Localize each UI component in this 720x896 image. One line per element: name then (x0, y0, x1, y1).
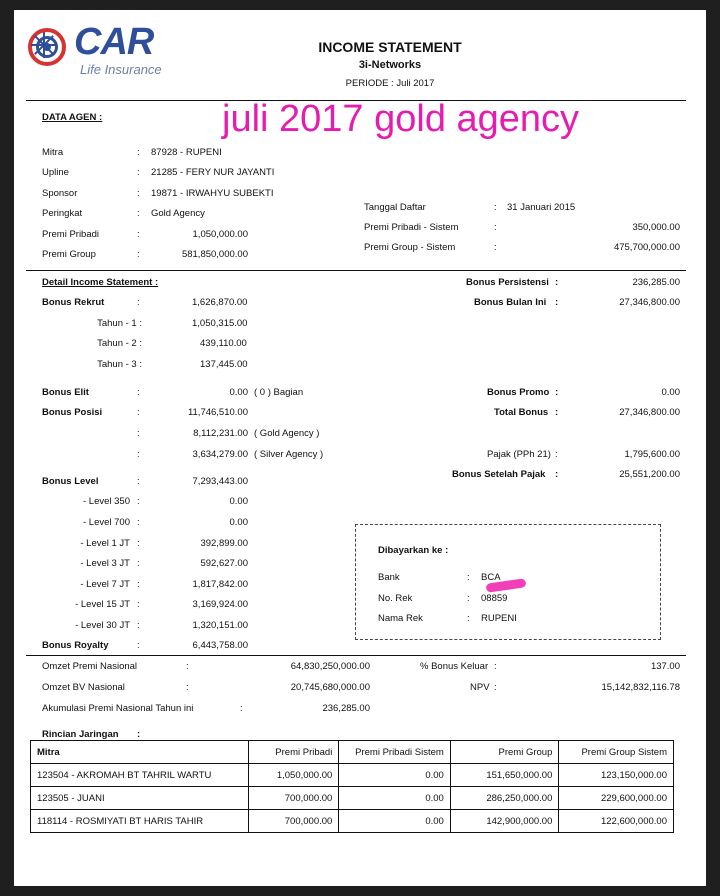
colon: : (555, 449, 558, 460)
colon: : (137, 188, 140, 199)
bonus-elit-note: ( 0 ) Bagian (254, 387, 304, 398)
colon: : (137, 297, 140, 308)
table-cell: 0.00 (339, 810, 451, 833)
premi-group-sistem-value: 475,700,000.00 (613, 242, 680, 253)
total-bonus-value: 27,346,800.00 (619, 407, 680, 418)
table-row (31, 810, 674, 833)
pajak-value: 1,795,600.00 (624, 449, 680, 460)
detail-income-heading: Detail Income Statement : (42, 277, 159, 288)
colon: : (137, 538, 140, 549)
mitra-value: 87928 - RUPENI (151, 147, 222, 158)
colon: : (555, 407, 559, 418)
table-row (31, 764, 674, 787)
account-number-label: No. Rek (378, 593, 413, 604)
level-value: 0.00 (229, 517, 248, 528)
premi-pribadi-sistem-label: Premi Pribadi - Sistem (364, 222, 459, 233)
table-row (31, 787, 674, 810)
colon: : (137, 407, 140, 418)
colon: : (137, 517, 140, 528)
tanggal-daftar-value: 31 Januari 2015 (507, 202, 576, 213)
bonus-royalty-label: Bonus Royalty (42, 640, 109, 651)
colon: : (137, 620, 140, 631)
bonus-elit-value: 0.00 (229, 387, 248, 398)
pajak-label: Pajak (PPh 21) (487, 449, 551, 460)
column-header: Mitra (31, 741, 249, 764)
table-cell: 142,900,000.00 (450, 810, 559, 833)
colon: : (137, 147, 140, 158)
handwritten-annotation: juli 2017 gold agency (222, 98, 580, 140)
account-number-value: 08859 (481, 593, 508, 604)
npv-value: 15,142,832,116.78 (601, 682, 680, 693)
colon: : (494, 242, 497, 253)
colon: : (137, 167, 140, 178)
table-cell: 123505 - JUANI (31, 787, 249, 810)
colon: : (186, 661, 189, 672)
level-label: - Level 3 JT (80, 558, 130, 569)
tanggal-daftar-label: Tanggal Daftar (364, 202, 426, 213)
posisi-silver-note: ( Silver Agency ) (254, 449, 324, 460)
table-cell: 1,050,000.00 (249, 764, 339, 787)
level-label: - Level 7 JT (80, 579, 130, 590)
bonus-keluar-label: % Bonus Keluar (420, 661, 489, 672)
premi-group-sistem-label: Premi Group - Sistem (364, 242, 456, 253)
omzet-bv-value: 20,745,680,000.00 (290, 682, 370, 693)
brand-tagline: Life Insurance (80, 62, 162, 77)
level-value: 1,817,842.00 (192, 579, 248, 590)
bonus-rekrut-value: 1,626,870.00 (192, 297, 248, 308)
table-cell: 122,600,000.00 (559, 810, 674, 833)
account-name-label: Nama Rek (378, 613, 423, 624)
bonus-level-label: Bonus Level (42, 476, 99, 487)
omzet-bv-label: Omzet BV Nasional (42, 682, 125, 693)
colon: : (137, 579, 140, 590)
colon: : (555, 277, 559, 288)
table-cell: 151,650,000.00 (450, 764, 559, 787)
colon: : (137, 476, 140, 487)
level-label: - Level 30 JT (75, 620, 130, 631)
colon: : (467, 572, 470, 583)
column-header: Premi Pribadi (249, 741, 339, 764)
posisi-silver-value: 3,634,279.00 (192, 449, 248, 460)
colon: : (137, 428, 140, 439)
colon: : (137, 229, 140, 240)
omzet-premi-label: Omzet Premi Nasional (42, 661, 138, 672)
network-table (30, 740, 674, 833)
colon: : (137, 449, 140, 460)
colon: : (186, 682, 189, 693)
colon: : (137, 387, 140, 398)
colon: : (494, 682, 497, 693)
level-value: 1,320,151.00 (192, 620, 248, 631)
data-agen-heading: DATA AGEN : (42, 112, 103, 123)
npv-label: NPV (470, 682, 490, 693)
colon: : (137, 208, 140, 219)
colon: : (555, 469, 559, 480)
company-name: 3i-Networks (358, 59, 422, 71)
bonus-bulan-ini-value: 27,346,800.00 (619, 297, 680, 308)
period-label: PERIODE : Juli 2017 (345, 78, 435, 89)
colon: : (137, 729, 141, 740)
table-cell: 700,000.00 (249, 787, 339, 810)
car-logo-icon (28, 28, 66, 66)
upline-label: Upline (42, 167, 69, 178)
premi-pribadi-sistem-value: 350,000.00 (632, 222, 680, 233)
peringkat-value: Gold Agency (151, 208, 205, 219)
table-header-row (31, 741, 674, 764)
colon: : (137, 599, 140, 610)
table-cell: 229,600,000.00 (559, 787, 674, 810)
sponsor-label: Sponsor (42, 188, 78, 199)
level-label: - Level 15 JT (75, 599, 130, 610)
omzet-premi-value: 64,830,250,000.00 (290, 661, 370, 672)
colon: : (555, 387, 559, 398)
sponsor-value: 19871 - IRWAHYU SUBEKTI (151, 188, 274, 199)
statement-title: INCOME STATEMENT (318, 39, 462, 55)
colon: : (137, 558, 140, 569)
colon: : (137, 640, 140, 651)
colon: : (494, 661, 497, 672)
tahun-value: 137,445.00 (200, 359, 248, 370)
account-name-value: RUPENI (481, 613, 517, 624)
akumulasi-label: Akumulasi Premi Nasional Tahun ini (42, 703, 194, 714)
colon: : (494, 202, 497, 213)
colon: : (137, 249, 140, 260)
level-value: 392,899.00 (200, 538, 248, 549)
posisi-gold-note: ( Gold Agency ) (254, 428, 320, 439)
tahun-value: 1,050,315.00 (192, 318, 248, 329)
posisi-gold-value: 8,112,231.00 (193, 428, 248, 439)
table-cell: 118114 - ROSMIYATI BT HARIS TAHIR (31, 810, 249, 833)
table-cell: 123,150,000.00 (559, 764, 674, 787)
section-divider (26, 655, 686, 656)
bonus-setelah-pajak-value: 25,551,200.00 (619, 469, 680, 480)
column-header: Premi Pribadi Sistem (339, 741, 451, 764)
brand-logo-text: CAR (74, 21, 154, 63)
level-label: - Level 1 JT (80, 538, 130, 549)
bonus-promo-value: 0.00 (661, 387, 680, 398)
premi-group-value: 581,850,000.00 (181, 249, 248, 260)
table-cell: 700,000.00 (249, 810, 339, 833)
section-divider (26, 270, 686, 271)
table-cell: 0.00 (339, 764, 451, 787)
colon: : (467, 613, 470, 624)
bonus-elit-label: Bonus Elit (42, 387, 89, 398)
level-value: 3,169,924.00 (192, 599, 248, 610)
tahun-label: Tahun - 3 : (97, 359, 142, 370)
bonus-royalty-value: 6,443,758.00 (192, 640, 248, 651)
akumulasi-value: 236,285.00 (322, 703, 370, 714)
colon: : (240, 703, 243, 714)
column-header: Premi Group (450, 741, 559, 764)
premi-pribadi-value: 1,050,000.00 (192, 229, 248, 240)
table-cell: 123504 - AKROMAH BT TAHRIL WARTU (31, 764, 249, 787)
payment-heading: Dibayarkan ke : (378, 545, 449, 556)
colon: : (467, 593, 470, 604)
bonus-promo-label: Bonus Promo (487, 387, 550, 398)
level-label: - Level 350 (82, 496, 130, 507)
colon: : (137, 496, 140, 507)
tahun-label: Tahun - 1 : (97, 318, 142, 329)
bonus-rekrut-label: Bonus Rekrut (42, 297, 105, 308)
table-cell: 286,250,000.00 (450, 787, 559, 810)
level-value: 0.00 (229, 496, 248, 507)
bonus-level-value: 7,293,443.00 (192, 476, 248, 487)
bonus-persistensi-label: Bonus Persistensi (466, 277, 549, 288)
bonus-persistensi-value: 236,285.00 (632, 277, 680, 288)
premi-group-label: Premi Group (42, 249, 96, 260)
rincian-jaringan-heading: Rincian Jaringan (42, 729, 119, 740)
tahun-value: 439,110.00 (200, 338, 247, 349)
bank-value: BCA (481, 572, 501, 583)
premi-pribadi-label: Premi Pribadi (42, 229, 100, 240)
total-bonus-label: Total Bonus (494, 407, 549, 418)
tahun-label: Tahun - 2 : (97, 338, 142, 349)
colon: : (555, 297, 559, 308)
table-cell: 0.00 (339, 787, 451, 810)
bonus-posisi-label: Bonus Posisi (42, 407, 103, 418)
bonus-setelah-pajak-label: Bonus Setelah Pajak (452, 469, 546, 480)
level-label: - Level 700 (82, 517, 130, 528)
level-value: 592,627.00 (200, 558, 248, 569)
bonus-posisi-value: 11,746,510.00 (187, 407, 248, 418)
bank-label: Bank (378, 572, 400, 583)
colon: : (494, 222, 497, 233)
upline-value: 21285 - FERY NUR JAYANTI (151, 167, 275, 178)
mitra-label: Mitra (42, 147, 64, 158)
column-header: Premi Group Sistem (559, 741, 674, 764)
peringkat-label: Peringkat (42, 208, 83, 219)
bonus-keluar-value: 137.00 (650, 661, 680, 672)
bonus-bulan-ini-label: Bonus Bulan Ini (474, 297, 547, 308)
